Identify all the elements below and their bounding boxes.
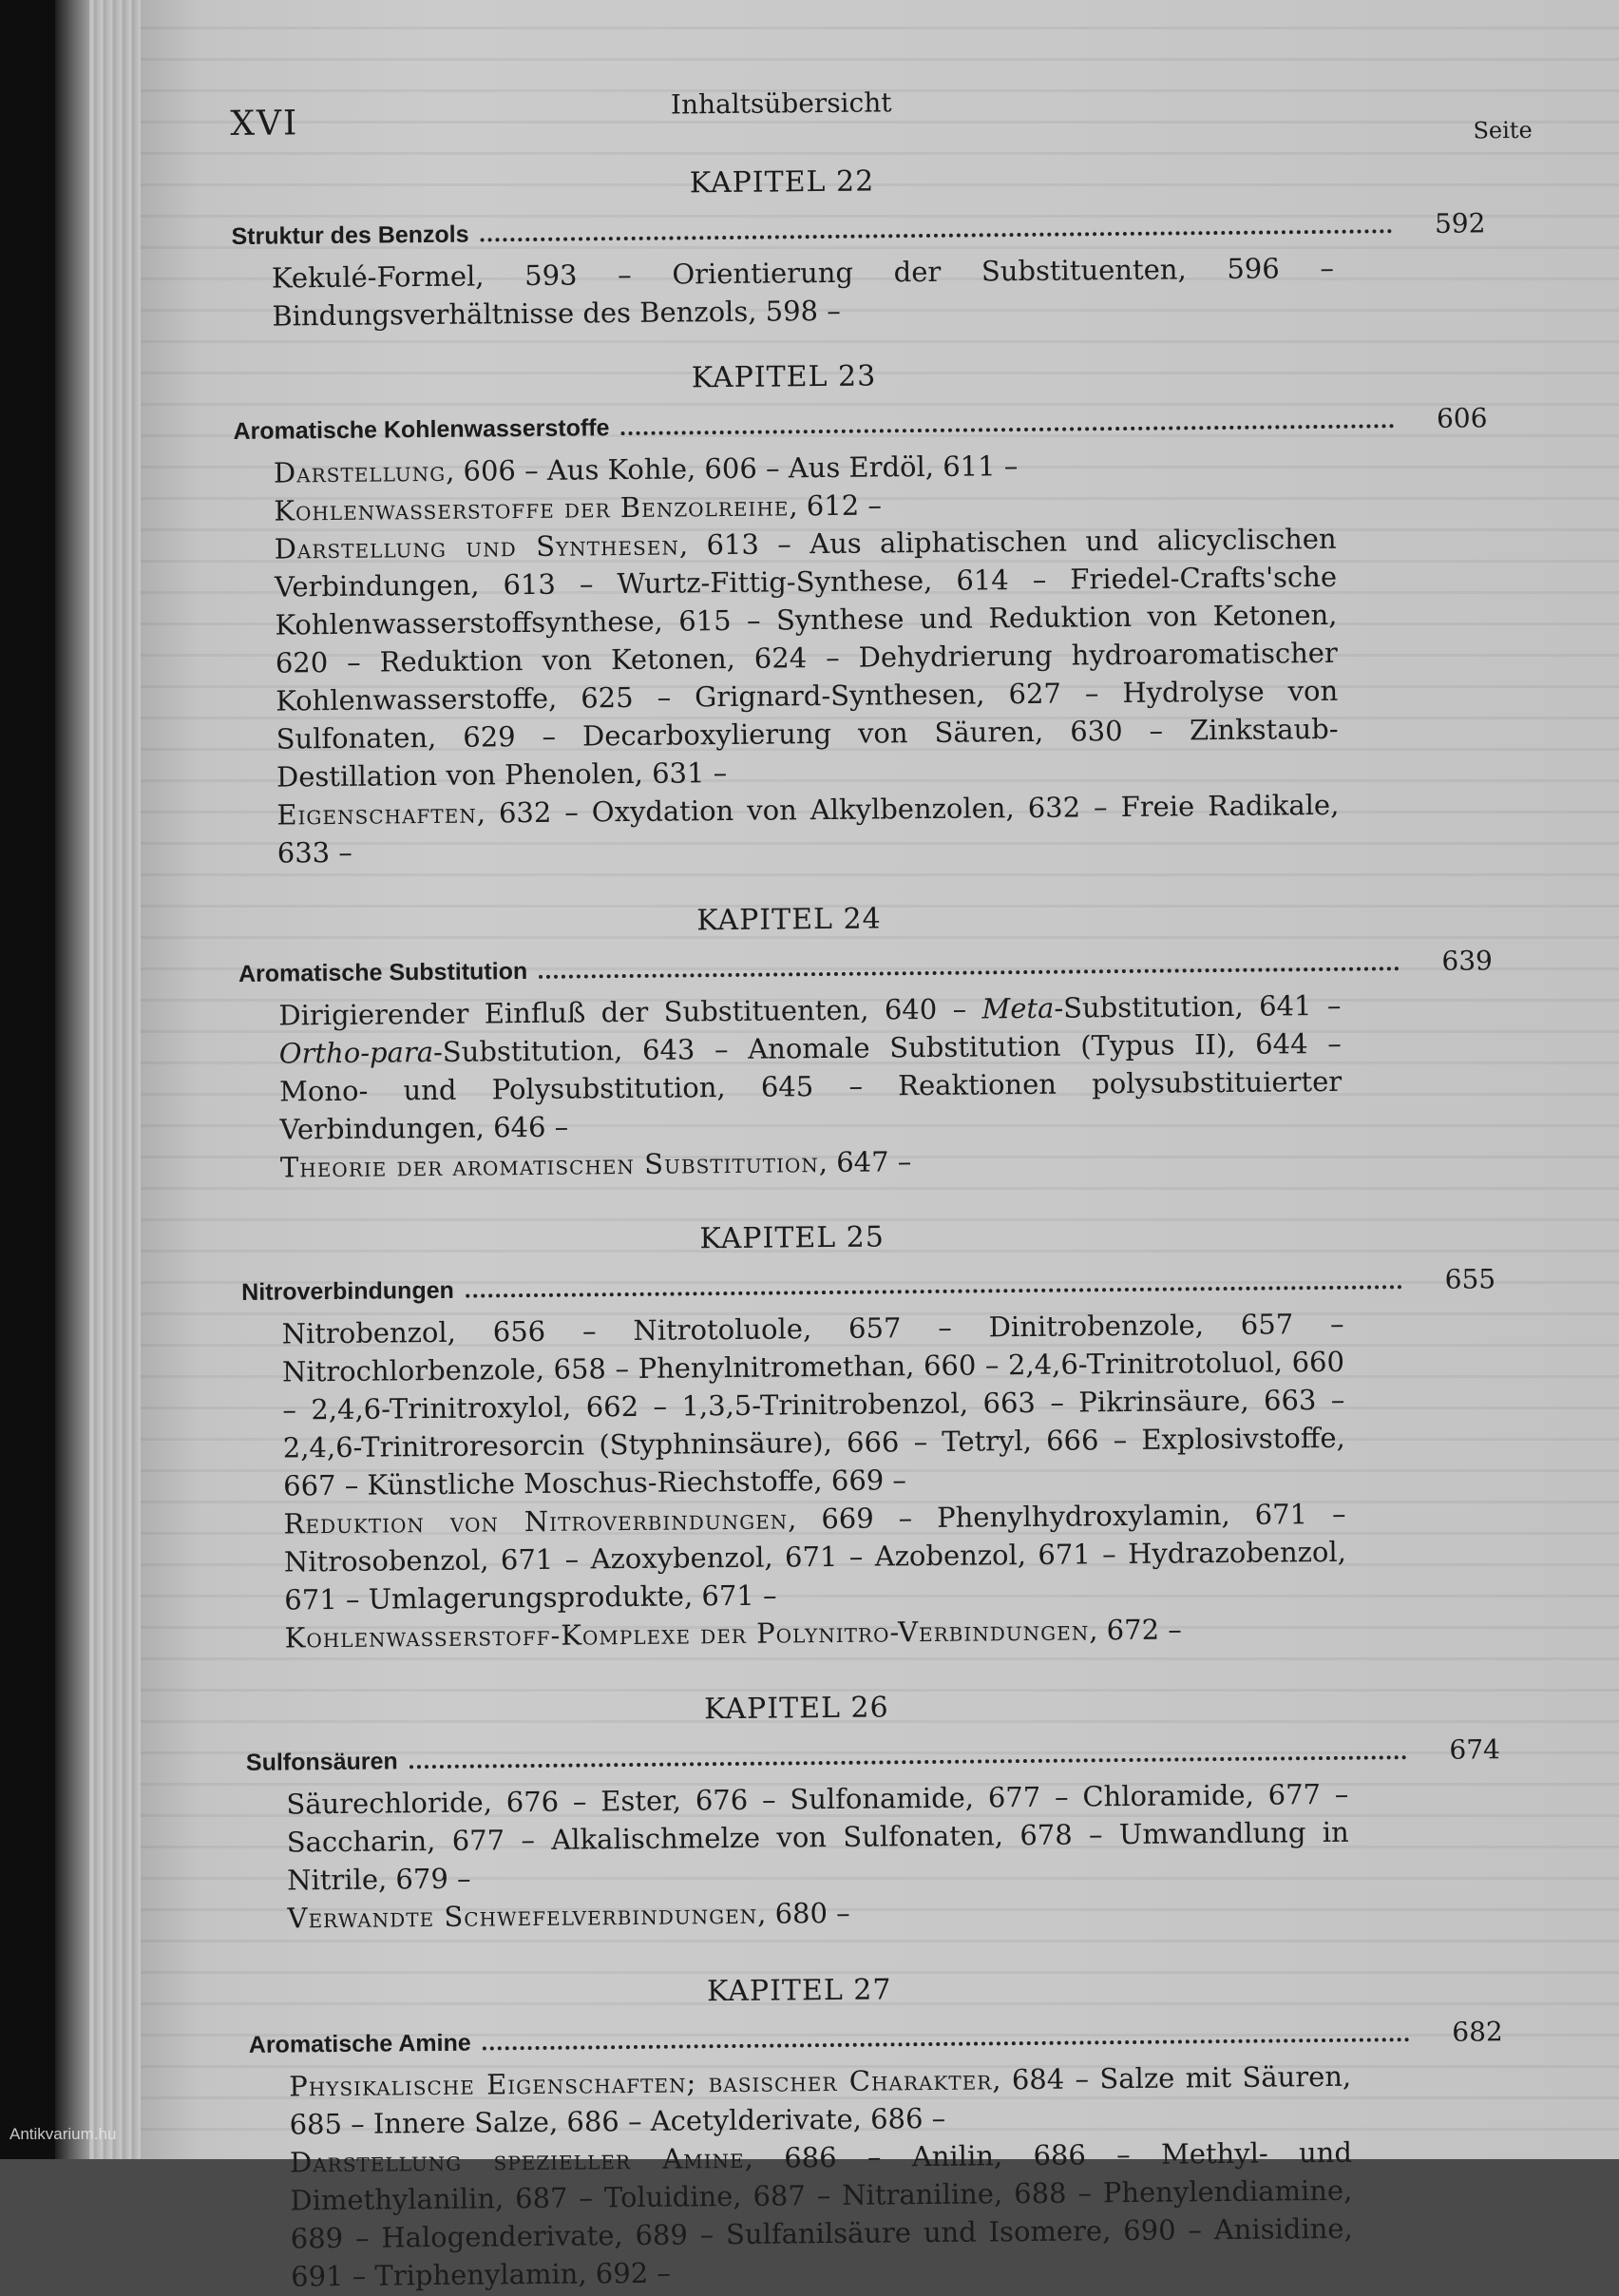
section-caption: Verwandte Schwefelverbindungen [287,1897,758,1935]
chapter-entries [246,1775,1349,1938]
entry-text: , 686 – Anilin, 686 – Methyl- und Dimethylanilin, 687 – Toluidine, 687 – Nitraniline, 688 – Phenylendiamine, 689 – Halogenderivate, 689 – Sulfanilsäure und Isomere, 690 – Anisidine, 691 – Triphenylamin, 692 – [290,2135,1353,2293]
chapter-page-number: 592 [1434,207,1486,239]
entry-text: Dirigierender Einfluß der Substituenten, 640 – [278,992,982,1032]
entry-paragraph [276,786,1340,872]
chapter-heading: KAPITEL 23 [691,359,877,395]
book-spine [0,0,55,2159]
chapter-title: Sulfonsäuren [245,1748,398,1776]
dot-leader [466,1285,1402,1297]
running-title: Inhaltsübersicht [670,86,892,121]
entry-paragraph [275,520,1340,796]
entry-paragraph [283,1495,1346,1619]
page-edges [89,0,146,2159]
dot-leader [539,966,1400,979]
entry-text: , 672 – [1089,1613,1182,1647]
entry-text: , 613 – Aus aliphatischen und alicyclischen Verbindungen, 613 – Wurtz-Fittig-Synthese, 614 – Friedel-Crafts'sche Kohlenwasserstoffsynthese, 615 – Synthese und Reduktion von Ketonen, 620 – Reduktion von Ketonen, 624 – Dehydrierung hydroaromatischer Kohlenwasserstoffe, 625 – Grignard-Synthesen, 627 – Hydrolyse von Sulfonaten, 629 – Decarboxylierung von Säuren, 630 – Zinkstaub-Destillation von Phenolen, 631 – [274,522,1339,794]
entry-paragraph [286,1775,1349,1900]
entry-text: Säurechloride, 676 – Ester, 676 – Sulfonamide, 677 – Chloramide, 677 – Saccharin, 677 – Alkalischmelze von Sulfonaten, 678 – Umwandlung in Nitrile, 679 – [286,1777,1349,1897]
chapter-title-row [233,399,1487,450]
section-caption: Kohlenwasserstoffe der Benzolreihe [274,489,790,527]
chapter-title: Aromatische Kohlenwasserstoffe [233,414,610,445]
chapter-title: Aromatische Substitution [238,958,528,987]
chapter-title: Struktur des Benzols [231,220,469,250]
chapter-heading: KAPITEL 26 [704,1691,889,1727]
entry-text: Ortho-para [278,1035,434,1070]
entry-text: , 606 – Aus Kohle, 606 – Aus Erdöl, 611 – [445,450,1019,488]
chapter-section [241,1213,1496,1656]
chapter-page-number: 639 [1441,945,1494,977]
entry-text: , 684 – Salze mit Säuren, 685 – Innere Salze, 686 – Acetylderivate, 686 – [289,2059,1352,2141]
entry-text: Nitrobenzol, 656 – Nitrotoluole, 657 – Dinitrobenzole, 657 – Nitrochlorbenzole, 658 – Phenylnitromethan, 660 – 2,4,6-Trinitrotoluol, 660 – 2,4,6-Trinitroxylol, 662 – 1,3,5-Trinitrobenzol, 663 – Pikrinsäure, 663 – 2,4,6-Trinitroresorcin (Styphninsäure), 666 – Tetryl, 666 – Explosivstoffe, 667 – Künstliche Moschus-Riechstoffe, 669 – [281,1307,1345,1502]
chapter-entries [234,444,1340,872]
chapter-title-row [249,2013,1503,2064]
page-number: XVI [230,104,299,144]
chapter-heading: KAPITEL 27 [706,1973,892,2009]
seite-column-label: Seite [1473,116,1533,144]
chapter-heading: KAPITEL 25 [699,1220,886,1256]
dot-leader [620,424,1394,435]
chapter-entries [232,249,1335,335]
chapter-page-number: 674 [1449,1733,1501,1766]
entry-paragraph [278,986,1342,1149]
chapter-title-row [238,942,1493,993]
section-caption: Theorie der aromatischen Substitution [279,1146,819,1184]
chapter-section [231,158,1486,335]
chapter-heading: KAPITEL 22 [689,164,875,201]
chapter-entries [249,2057,1353,2296]
chapter-page-number: 682 [1452,2016,1503,2048]
entry-text: , 680 – [757,1896,850,1930]
section-caption: Darstellung spezieller Amine [289,2141,745,2179]
entry-text: , 632 – Oxydation von Alkylbenzolen, 632 – Freie Radikale, 633 – [276,788,1340,870]
page-content [230,71,1533,2293]
chapter-section [238,894,1494,1186]
chapter-title-row [241,1260,1495,1311]
entry-text: -Substitution, 641 – [1054,988,1342,1024]
entry-text: , 647 – [818,1145,912,1179]
dot-leader [410,1755,1407,1769]
chapter-title-row [231,204,1485,256]
chapter-heading: KAPITEL 24 [696,902,882,938]
entry-paragraph [272,249,1335,335]
entry-text: Kekulé-Formel, 593 – Orientierung der Substituenten, 596 – Bindungsverhältnisse des Benzols, 598 – [271,251,1335,333]
section-caption: Eigenschaften [276,796,477,832]
entry-text: , 669 – Phenylhydroxylamin, 671 – Nitrosobenzol, 671 – Azoxybenzol, 671 – Azobenzol, 671 – Hydrazobenzol, 671 – Umlagerungsprodukte, 671 – [283,1497,1347,1617]
chapter-section [245,1683,1501,1937]
chapter-page-number: 655 [1444,1263,1496,1295]
table-of-contents [231,158,1503,2296]
chapter-entries [238,986,1343,1187]
section-caption: Physikalische Eigenschaften; basischer Charakter [289,2063,993,2103]
section-caption: Reduktion von Nitroverbindungen [283,1502,789,1540]
chapter-title-row [246,1731,1500,1782]
watermark-text: Antikvarium.hu [10,2125,117,2143]
entry-paragraph [290,2133,1353,2296]
entry-text: , 612 – [789,488,883,523]
chapter-section [233,353,1488,872]
entry-paragraph [289,2057,1352,2144]
chapter-page-number: 606 [1436,402,1488,434]
entry-paragraph [281,1305,1345,1505]
section-caption: Darstellung [273,454,447,489]
chapter-entries [241,1305,1346,1657]
entry-text: -Substitution, 643 – Anomale Substitution (Typus II), 644 – Mono- und Polysubstitution, 645 – Reaktionen polysubstituierter Verbindungen, 646 – [279,1026,1343,1146]
spine-shadow [55,0,89,2159]
chapter-title: Nitroverbindungen [241,1276,454,1306]
dot-leader [483,2038,1410,2050]
section-caption: Darstellung und Synthesen [274,528,680,565]
chapter-title: Aromatische Amine [248,2029,471,2058]
section-caption: Kohlenwasserstoff-Komplexe der Polynitro-Verbindungen [284,1614,1090,1655]
entry-text: Meta [981,991,1055,1025]
dot-leader [481,229,1393,241]
chapter-section [248,1965,1503,2295]
